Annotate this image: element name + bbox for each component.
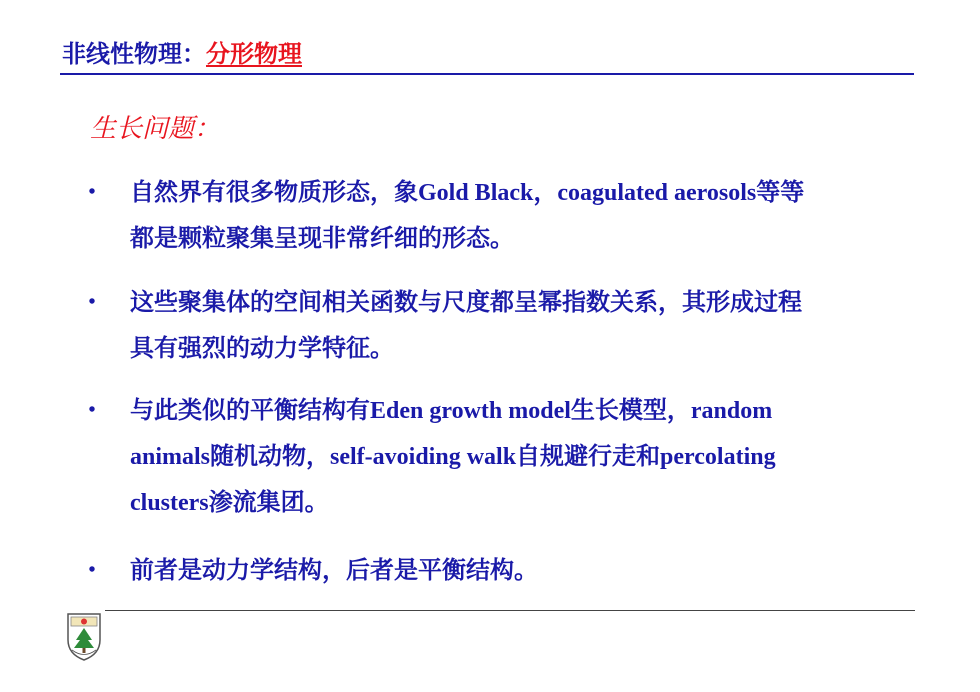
bullet-line: 自然界有很多物质形态，象Gold Black，coagulated aerosols等等 (130, 180, 805, 206)
bullet-dot: • (88, 291, 96, 313)
section-title: 生长问题： (90, 114, 221, 143)
bullet-line: 都是颗粒聚集呈现非常纤细的形态。 (130, 226, 514, 252)
page-title (62, 40, 302, 70)
bullet-line: 这些聚集体的空间相关函数与尺度都呈幂指数关系，其形成过程 (130, 290, 802, 316)
footer-divider (105, 610, 915, 611)
bullet-line: 前者是动力学结构，后者是平衡结构。 (130, 558, 538, 584)
bullet-dot: • (88, 181, 96, 203)
header-divider (60, 73, 914, 75)
title-subtitle: 分形物理 (206, 42, 302, 68)
bullet-line: 具有强烈的动力学特征。 (130, 336, 394, 362)
title-prefix: 非线性物理： (62, 42, 206, 68)
bullet-line: 与此类似的平衡结构有Eden growth model生长模型，random (130, 398, 773, 424)
bullet-line: animals随机动物，self-avoiding walk自规避行走和percolating (130, 444, 776, 470)
university-crest-icon (64, 610, 104, 662)
bullet-dot: • (88, 559, 96, 581)
bullet-dot: • (88, 399, 96, 421)
bullet-line: clusters渗流集团。 (130, 490, 329, 516)
